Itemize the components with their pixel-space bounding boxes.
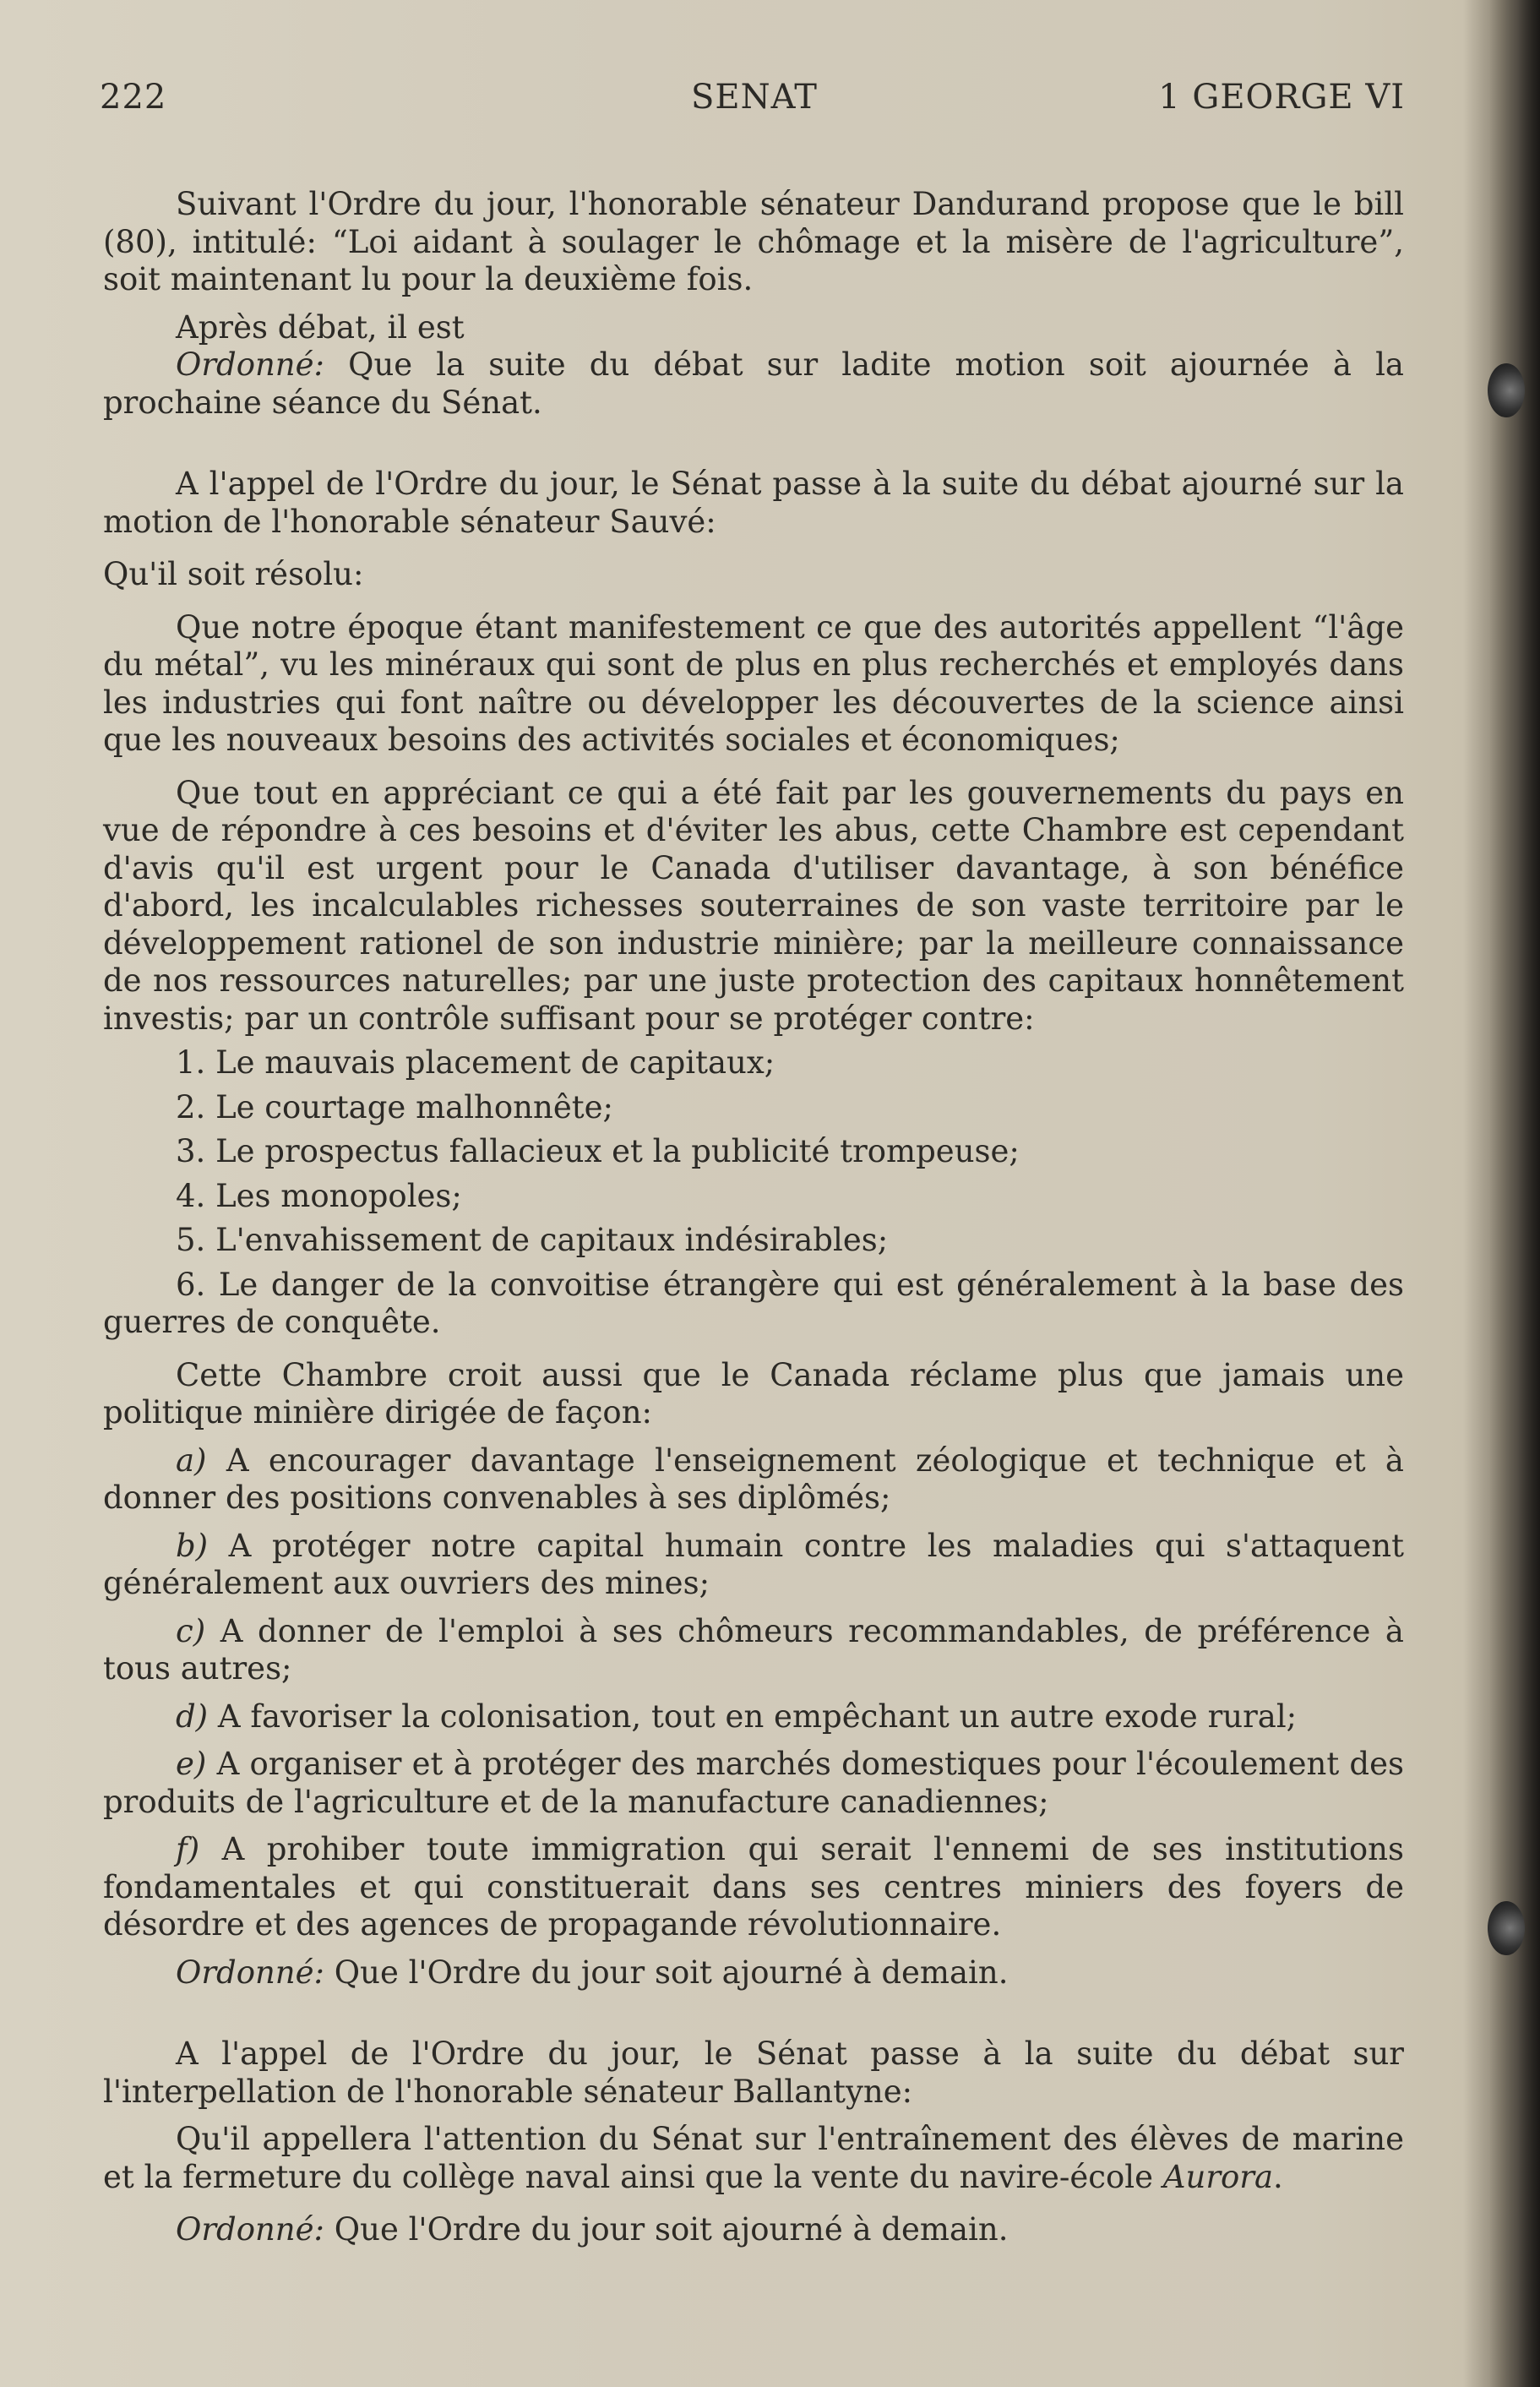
ordered-text: Que l'Ordre du jour soit ajourné à demain. bbox=[324, 1954, 1009, 1991]
item-text: A donner de l'emploi à ses chômeurs recommandables, de préférence à tous autres; bbox=[103, 1612, 1404, 1687]
list-item: 3. Le prospectus fallacieux et la publicité trompeuse; bbox=[176, 1133, 1020, 1169]
ordered-paragraph bbox=[103, 1954, 1404, 1992]
ship-name: Aurora bbox=[1162, 2158, 1274, 2195]
paragraph: Que notre époque étant manifestement ce que des autorités appellent “l'âge du métal”, vu les minéraux qui sont de plus en plus recherchés et employés dans les industries qui font naître ou développer les découvertes de la science ainsi que les nouveaux besoins des activités sociales et économiques; bbox=[103, 608, 1404, 758]
list-item: 4. Les monopoles; bbox=[176, 1177, 462, 1214]
list-item: 6. Le danger de la convoitise étrangère qui est généralement à la base des guerres de conquête. bbox=[103, 1266, 1404, 1340]
list-item: 1. Le mauvais placement de capitaux; bbox=[176, 1044, 775, 1081]
paragraph: Qu'il soit résolu: bbox=[103, 556, 364, 592]
item-letter: e) bbox=[176, 1746, 207, 1782]
paragraph-text: Qu'il appellera l'attention du Sénat sur l'entraînement des élèves de marine et la fermeture du collège naval ainsi que la vente du navire-école bbox=[103, 2121, 1404, 2195]
lettered-item bbox=[103, 1831, 1404, 1944]
lettered-item bbox=[103, 1613, 1404, 1688]
paragraph: Cette Chambre croit aussi que le Canada réclame plus que jamais une politique minière dirigée de façon: bbox=[103, 1356, 1404, 1431]
item-letter: d) bbox=[176, 1698, 209, 1735]
item-text: A protéger notre capital humain contre les maladies qui s'attaquent généralement aux ouvriers des mines; bbox=[103, 1527, 1404, 1601]
ordered-paragraph bbox=[103, 2211, 1404, 2249]
item-text: A favoriser la colonisation, tout en empêchant un autre exode rural; bbox=[208, 1698, 1298, 1735]
binder-ring-bottom bbox=[1488, 1901, 1525, 1955]
lettered-item bbox=[103, 1442, 1404, 1518]
page-title: SENAT bbox=[691, 78, 818, 117]
ordered-text: Que l'Ordre du jour soit ajourné à demain. bbox=[324, 2211, 1009, 2248]
lettered-item bbox=[103, 1746, 1404, 1821]
lettered-item bbox=[103, 1528, 1404, 1603]
page-header bbox=[100, 78, 1405, 120]
list-item: 2. Le courtage malhonnête; bbox=[176, 1088, 613, 1125]
lettered-item bbox=[103, 1698, 1404, 1736]
item-text: A organiser et à protéger des marchés domestiques pour l'écoulement des produits de l'agriculture et de la manufacture canadiennes; bbox=[103, 1746, 1404, 1820]
paragraph: Que tout en appréciant ce qui a été fait par les gouvernements du pays en vue de répondre à ces besoins et d'éviter les abus, cette Chambre est cependant d'avis qu'il est urgent pour le Canada d'utiliser davantage, à son bénéfice d'abord, les incalculables richesses souterraines de son vaste territoire par le développement rationel de son industrie minière; par la meilleure connaissance de nos ressources naturelles; par une juste protection des capitaux honnêtement investis; par un contrôle suffisant pour se protéger contre: bbox=[103, 774, 1404, 1037]
paragraph-end: . bbox=[1273, 2158, 1283, 2195]
paragraph: A l'appel de l'Ordre du jour, le Sénat passe à la suite du débat ajourné sur la motion de l'honorable sénateur Sauvé: bbox=[103, 466, 1404, 540]
page-number: 222 bbox=[100, 78, 167, 117]
item-text: A prohiber toute immigration qui serait l'ennemi de ses institutions fondamentales et qui constituerait dans ses centres miniers des foyers de désordre et des agences de propagande révolutionnaire. bbox=[103, 1831, 1404, 1943]
ordered-label: Ordonné: bbox=[176, 346, 325, 383]
paragraph bbox=[103, 2121, 1404, 2196]
page-reign: 1 GEORGE VI bbox=[1158, 78, 1405, 117]
item-letter: c) bbox=[176, 1612, 206, 1649]
paragraph: A l'appel de l'Ordre du jour, le Sénat passe à la suite du débat sur l'interpellation de l'honorable sénateur Ballantyne: bbox=[103, 2035, 1404, 2110]
ordered-label: Ordonné: bbox=[176, 2211, 325, 2248]
item-letter: f) bbox=[176, 1831, 200, 1867]
ordered-paragraph bbox=[103, 346, 1404, 422]
ordered-text: Que la suite du débat sur ladite motion soit ajournée à la prochaine séance du Sénat. bbox=[103, 346, 1404, 421]
item-letter: a) bbox=[176, 1441, 207, 1479]
list-item: 5. L'envahissement de capitaux indésirables; bbox=[176, 1222, 889, 1258]
binder-ring-top bbox=[1488, 363, 1525, 417]
paragraph: Après débat, il est bbox=[176, 308, 465, 346]
binding-edge-shadow bbox=[1489, 0, 1540, 2387]
ordered-label: Ordonné: bbox=[176, 1954, 325, 1991]
document-body bbox=[103, 186, 1404, 2249]
item-text: A encourager davantage l'enseignement zéologique et technique et à donner des positions convenables à ses diplômés; bbox=[103, 1441, 1404, 1516]
item-letter: b) bbox=[176, 1527, 209, 1564]
paragraph: Suivant l'Ordre du jour, l'honorable sénateur Dandurand propose que le bill (80), intitulé: “Loi aidant à soulager le chômage et la misère de l'agriculture”, soit maintenant lu pour la deuxième fois. bbox=[103, 186, 1404, 297]
